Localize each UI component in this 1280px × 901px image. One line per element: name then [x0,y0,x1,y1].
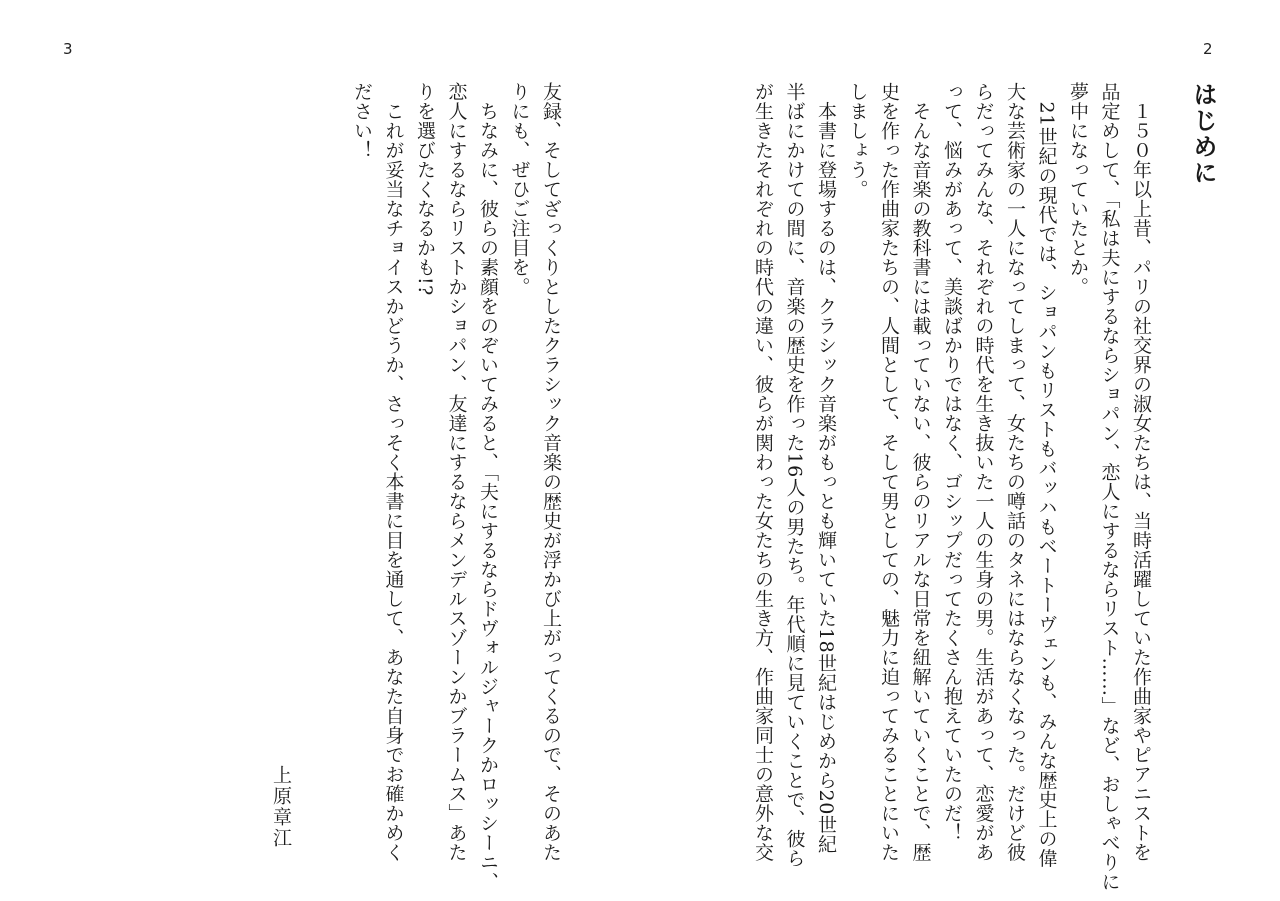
text-line: 恋人にするならリストかショパン、友達にするならメンデルスゾーンかブラームス」あた [445,82,468,862]
text-line: って、悩みがあって、美談ばかりではなく、ゴシップだってたくさん抱えていたのだ！ [941,82,963,843]
text-line: ださい！ [351,82,373,160]
text-line: ちなみに、彼らの素顔をのぞいてみると、「夫にするならドヴォルジャークかロッシーニ、 [477,82,499,892]
text-line: りを選びたくなるかも!? [414,82,436,296]
text-line: 21世紀の現代では、ショパンもリストもバッハもベートーヴェンも、みんな歴史上の偉 [1035,82,1058,868]
chapter-heading: はじめに [1189,82,1217,186]
text-line: これが妥当なチョイスかどうか、さっそく本書に目を通して、あなた自身でお確かめく [382,82,405,862]
page-number-left: 3 [63,40,73,58]
text-line: そんな音楽の教科書には載っていない、彼らのリアルな日常を紐解いていくことで、歴 [909,82,932,862]
text-line: しましょう。 [846,82,869,199]
text-line: 半ばにかけての間に、音楽の歴史を作った16人の男たち。年代順に見ていくことで、彼ら [783,82,806,868]
text-line: が生きたそれぞれの時代の違い、彼らが関わった女たちの生き方、作曲家同士の意外な交 [752,82,774,862]
text-line: １５０年以上昔、パリの社交界の淑女たちは、当時活躍していた作曲家やピアニストを [1130,82,1152,862]
text-line: らだってみんな、それぞれの時代を生き抜いた一人の生身の男。生活があって、恋愛があ [972,82,995,862]
page-number-right: 2 [1203,40,1213,58]
author-signature: 上原章江 [270,765,292,849]
right-page-body [716,82,1156,892]
text-line: 夢中になっていたとか。 [1067,82,1089,297]
text-line: 本書に登場するのは、クラシック音楽がもっとも輝いていた18世紀はじめから20世紀 [815,82,837,854]
text-line: りにも、ぜひご注目を。 [508,82,531,297]
text-line: 大な芸術家の一人になってしまって、女たちの噂話のタネにはならなくなった。だけど彼 [1004,82,1026,862]
text-line: 史を作った作曲家たちの、人間として、そして男としての、魅力に迫ってみることにいた [878,82,900,862]
text-line: 友録、そしてざっくりとしたクラシック音楽の歴史が浮かび上がってくるので、そのあた [540,82,562,862]
left-page-body [334,82,566,892]
text-line: 品定めして、「私は夫にするならショパン、恋人にするならリスト……」など、おしゃべりに [1098,82,1121,892]
